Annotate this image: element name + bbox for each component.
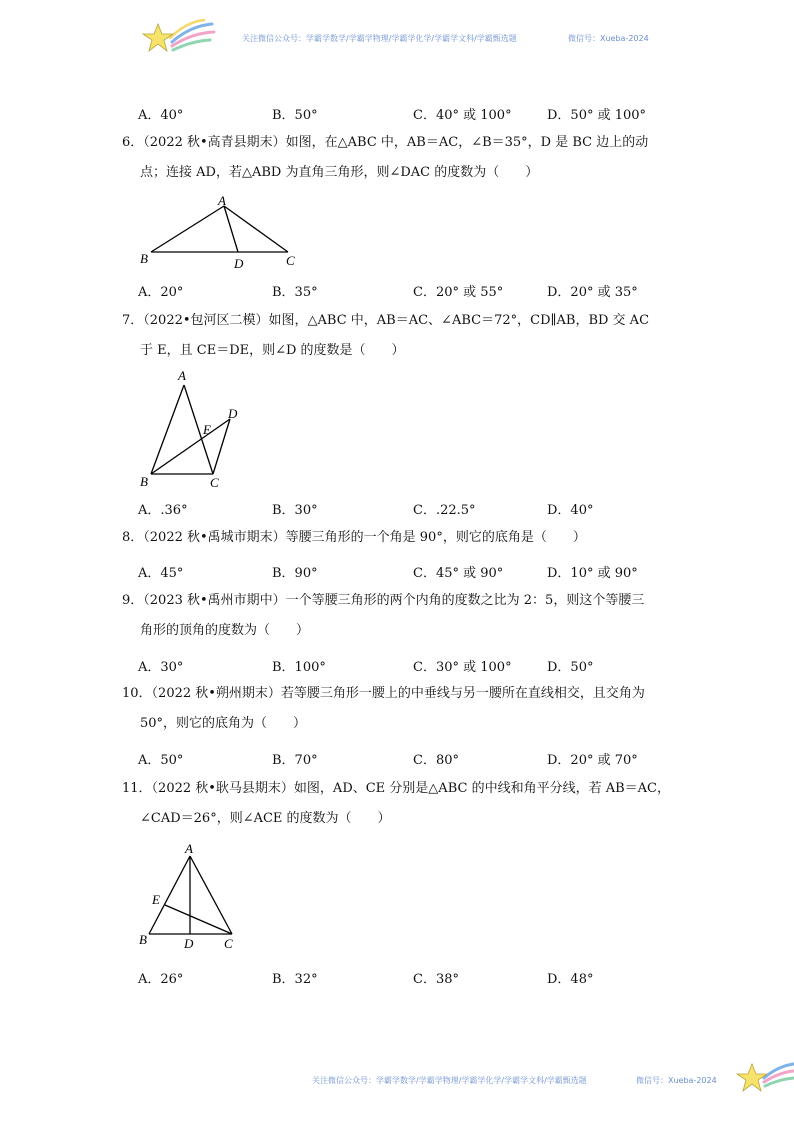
q9-stem-line2: 角形的顶角的度数为（ ）: [140, 623, 310, 638]
q5-option-c: C．40° 或 100°: [413, 108, 512, 123]
q11-stem-line1: 11．（2022 秋•耿马县期末）如图，AD、CE 分别是△ABC 的中线和角平分线，若 AB＝AC，: [122, 781, 670, 796]
star-logo-icon: [734, 1056, 794, 1098]
q8-stem-line1: 8．（2022 秋•禹城市期末）等腰三角形的一个角是 90°，则它的底角是（ ）: [122, 530, 586, 545]
q9-options: [138, 656, 698, 676]
q11-stem-line2: ∠CAD＝26°，则∠ACE 的度数为（ ）: [140, 811, 391, 826]
q10-option-c: C．80°: [413, 753, 459, 768]
q8-option-c: C．45° 或 90°: [413, 566, 504, 581]
q11-option-a: A．26°: [138, 972, 184, 987]
q5-options: [138, 104, 698, 124]
q11-label-c: C: [224, 936, 233, 951]
footer-follow-text: 关注微信公众号：学霸学数学/学霸学物理/学霸学化学/学霸学文科/学霸甄选题: [312, 1076, 587, 1085]
q7-label-d: D: [228, 406, 238, 421]
q7-stem-line2: 于 E，且 CE＝DE，则∠D 的度数是（ ）: [140, 343, 405, 358]
q8-option-b: B．90°: [272, 566, 318, 581]
q11-triangle-figure: [136, 838, 246, 956]
q6-option-a: A．20°: [138, 285, 184, 300]
q7-label-b: B: [140, 474, 148, 489]
q11-option-b: B．32°: [272, 972, 318, 987]
q11-options: [138, 968, 698, 988]
q7-stem-line1: 7．（2022•包河区二模）如图，△ABC 中，AB＝AC、∠ABC＝72°，CD∥AB，BD 交 AC: [122, 313, 650, 328]
q5-option-a: A．40°: [138, 108, 184, 123]
question-10: [122, 679, 682, 739]
q6-label-d: D: [234, 256, 244, 271]
q9-option-a: A．30°: [138, 660, 184, 675]
q6-stem-line1: 6．（2022 秋•高青县期末）如图，在△ABC 中，AB＝AC，∠B＝35°，D 是 BC 边上的动: [122, 135, 649, 150]
q9-option-d: D．50°: [547, 660, 594, 675]
q7-option-b: B．30°: [272, 503, 318, 518]
q10-option-b: B．70°: [272, 753, 318, 768]
q7-options: [138, 499, 698, 519]
question-6: [122, 128, 682, 188]
q6-options: [138, 281, 698, 301]
q6-option-d: D．20° 或 35°: [547, 285, 638, 300]
q7-label-c: C: [210, 475, 219, 490]
q5-option-b: B．50°: [272, 108, 318, 123]
header-wechat-id: 微信号：Xueba-2024: [568, 34, 649, 43]
header-follow-text: 关注微信公众号：学霸学数学/学霸学物理/学霸学化学/学霸学文科/学霸甄选题: [242, 34, 517, 43]
q10-stem-line2: 50°，则它的底角为（ ）: [140, 716, 307, 731]
q6-option-b: B．35°: [272, 285, 318, 300]
q5-option-d: D．50° 或 100°: [547, 108, 647, 123]
q9-option-c: C．30° 或 100°: [413, 660, 512, 675]
q10-options: [138, 749, 698, 769]
question-11: [122, 774, 682, 834]
q11-label-b: B: [139, 932, 147, 947]
q9-option-b: B．100°: [272, 660, 326, 675]
q10-stem-line1: 10．（2022 秋•朔州期末）若等腰三角形一腰上的中垂线与另一腰所在直线相交，且交角为: [122, 686, 645, 701]
star-logo-icon: [140, 18, 218, 60]
q6-option-c: C．20° 或 55°: [413, 285, 504, 300]
q7-label-e: E: [203, 422, 211, 437]
q11-label-e: E: [152, 892, 160, 907]
q7-option-c: C．.22.5°: [413, 503, 476, 518]
q6-triangle-figure: [136, 192, 306, 272]
q10-option-d: D．20° 或 70°: [547, 753, 638, 768]
q11-label-d: D: [184, 936, 194, 951]
q7-label-a: A: [178, 368, 186, 383]
q11-label-a: A: [185, 841, 193, 856]
q9-stem-line1: 9．（2023 秋•禹州市期中）一个等腰三角形的两个内角的度数之比为 2：5，则这个等腰三: [122, 593, 645, 608]
q11-option-c: C．38°: [413, 972, 459, 987]
q7-option-a: A．.36°: [138, 503, 188, 518]
page-footer: [312, 1075, 732, 1086]
q6-label-b: B: [140, 251, 148, 266]
question-9: [122, 586, 682, 646]
q6-label-a: A: [218, 193, 226, 208]
q10-option-a: A．50°: [138, 753, 184, 768]
footer-wechat-id: 微信号：Xueba-2024: [636, 1076, 717, 1085]
q6-stem-line2: 点；连接 AD，若△ABD 为直角三角形，则∠DAC 的度数为（ ）: [140, 165, 539, 180]
q8-option-d: D．10° 或 90°: [547, 566, 638, 581]
question-8: [122, 523, 682, 553]
question-7: [122, 306, 682, 366]
q11-option-d: D．48°: [547, 972, 594, 987]
q7-triangle-figure: [136, 366, 246, 494]
q8-options: [138, 562, 698, 582]
page-header: [242, 33, 662, 44]
q8-option-a: A．45°: [138, 566, 184, 581]
q6-label-c: C: [286, 253, 295, 268]
q7-option-d: D．40°: [547, 503, 594, 518]
